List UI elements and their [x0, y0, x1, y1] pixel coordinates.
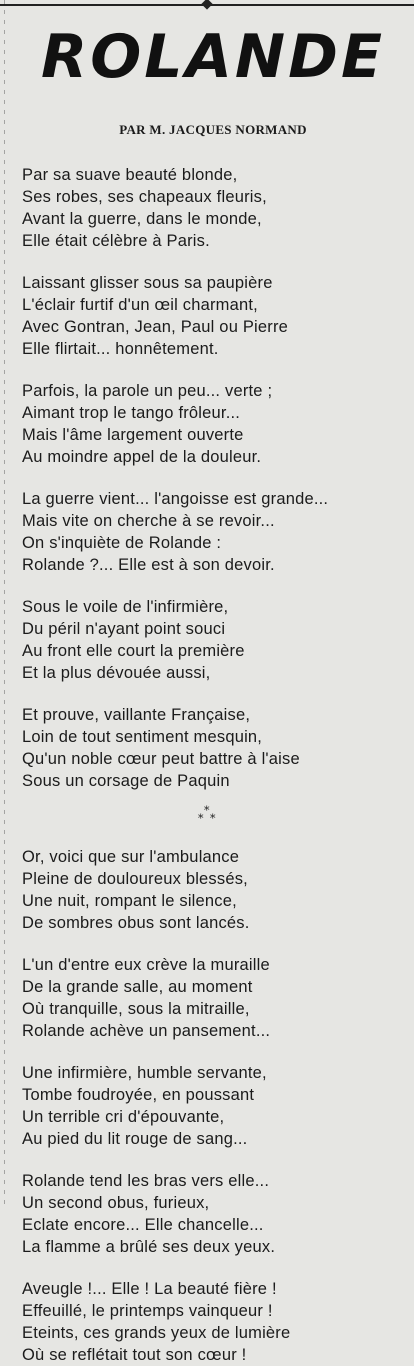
stanza — [22, 380, 404, 468]
verse-line: Avant la guerre, dans le monde, — [22, 210, 262, 228]
verse-line: Loin de tout sentiment mesquin, — [22, 728, 263, 746]
verse-line: Mais l'âme largement ouverte — [22, 426, 244, 444]
asterisk-icon: * — [198, 812, 204, 825]
verse-line: Sous un corsage de Paquin — [22, 772, 230, 790]
verse-line: Parfois, la parole un peu... verte ; — [22, 382, 273, 400]
verse-line: Du péril n'ayant point souci — [22, 620, 226, 638]
verse-line: Elle flirtait... honnêtement. — [22, 340, 219, 358]
asterisk-icon: * — [210, 812, 216, 825]
verse-line: Et prouve, vaillante Française, — [22, 706, 251, 724]
asterisk-icon: * — [204, 804, 210, 817]
verse-line: Une infirmière, humble servante, — [22, 1064, 267, 1082]
verse-line: Mais vite on cherche à se revoir... — [22, 512, 275, 530]
verse-line: Effeuillé, le printemps vainqueur ! — [22, 1302, 273, 1320]
verse-line: Avec Gontran, Jean, Paul ou Pierre — [22, 318, 289, 336]
stanza — [22, 488, 404, 576]
verse-line: Tombe foudroyée, en poussant — [22, 1086, 255, 1104]
stanza — [22, 164, 404, 252]
verse-line: Un second obus, furieux, — [22, 1194, 210, 1212]
verse-line: L'un d'entre eux crève la muraille — [22, 956, 270, 974]
verse-line: La flamme a brûlé ses deux yeux. — [22, 1238, 276, 1256]
top-rule-divider — [0, 4, 414, 6]
verse-line: Une nuit, rompant le silence, — [22, 892, 237, 910]
verse-line: L'éclair furtif d'un œil charmant, — [22, 296, 258, 314]
verse-line: Où tranquille, sous la mitraille, — [22, 1000, 250, 1018]
verse-line: La guerre vient... l'angoisse est grande... — [22, 490, 329, 508]
diamond-ornament-icon — [201, 0, 212, 10]
verse-line: Elle était célèbre à Paris. — [22, 232, 210, 250]
verse-line: Or, voici que sur l'ambulance — [22, 848, 240, 866]
verse-line: Par sa suave beauté blonde, — [22, 166, 238, 184]
verse-line: Eteints, ces grands yeux de lumière — [22, 1324, 291, 1342]
stanza — [22, 954, 404, 1042]
verse-line: Qu'un noble cœur peut battre à l'aise — [22, 750, 300, 768]
stanza — [22, 272, 404, 360]
verse-line: Au front elle court la première — [22, 642, 245, 660]
stanza — [22, 704, 404, 792]
verse-line: Pleine de douloureux blessés, — [22, 870, 248, 888]
stanza — [22, 1278, 404, 1366]
verse-line: Aveugle !... Elle ! La beauté fière ! — [22, 1280, 277, 1298]
verse-line: Ses robes, ses chapeaux fleuris, — [22, 188, 267, 206]
verse-line: Rolande tend les bras vers elle... — [22, 1172, 270, 1190]
verse-line: Au moindre appel de la douleur. — [22, 448, 262, 466]
verse-line: Au pied du lit rouge de sang... — [22, 1130, 248, 1148]
verse-line: Aimant trop le tango frôleur... — [22, 404, 241, 422]
stanza — [22, 1062, 404, 1150]
stanza — [22, 1170, 404, 1258]
verse-line: De la grande salle, au moment — [22, 978, 253, 996]
poem-title: ROLANDE — [41, 22, 385, 92]
verse-line: Laissant glisser sous sa paupière — [22, 274, 273, 292]
column-edge-divider — [4, 0, 5, 1208]
poem-byline: PAR M. JACQUES NORMAND — [119, 122, 307, 137]
verse-line: De sombres obus sont lancés. — [22, 914, 250, 932]
stanza — [22, 846, 404, 934]
verse-line: On s'inquiète de Rolande : — [22, 534, 222, 552]
verse-line: Et la plus dévouée aussi, — [22, 664, 211, 682]
verse-line: Eclate encore... Elle chancelle... — [22, 1216, 264, 1234]
verse-line: Où se reflétait tout son cœur ! — [22, 1346, 247, 1364]
verse-line: Rolande achève un pansement... — [22, 1022, 271, 1040]
stanza — [22, 596, 404, 684]
verse-line: Un terrible cri d'épouvante, — [22, 1108, 225, 1126]
verse-line: Sous le voile de l'infirmière, — [22, 598, 229, 616]
section-separator — [22, 806, 404, 828]
verse-line: Rolande ?... Elle est à son devoir. — [22, 556, 275, 574]
